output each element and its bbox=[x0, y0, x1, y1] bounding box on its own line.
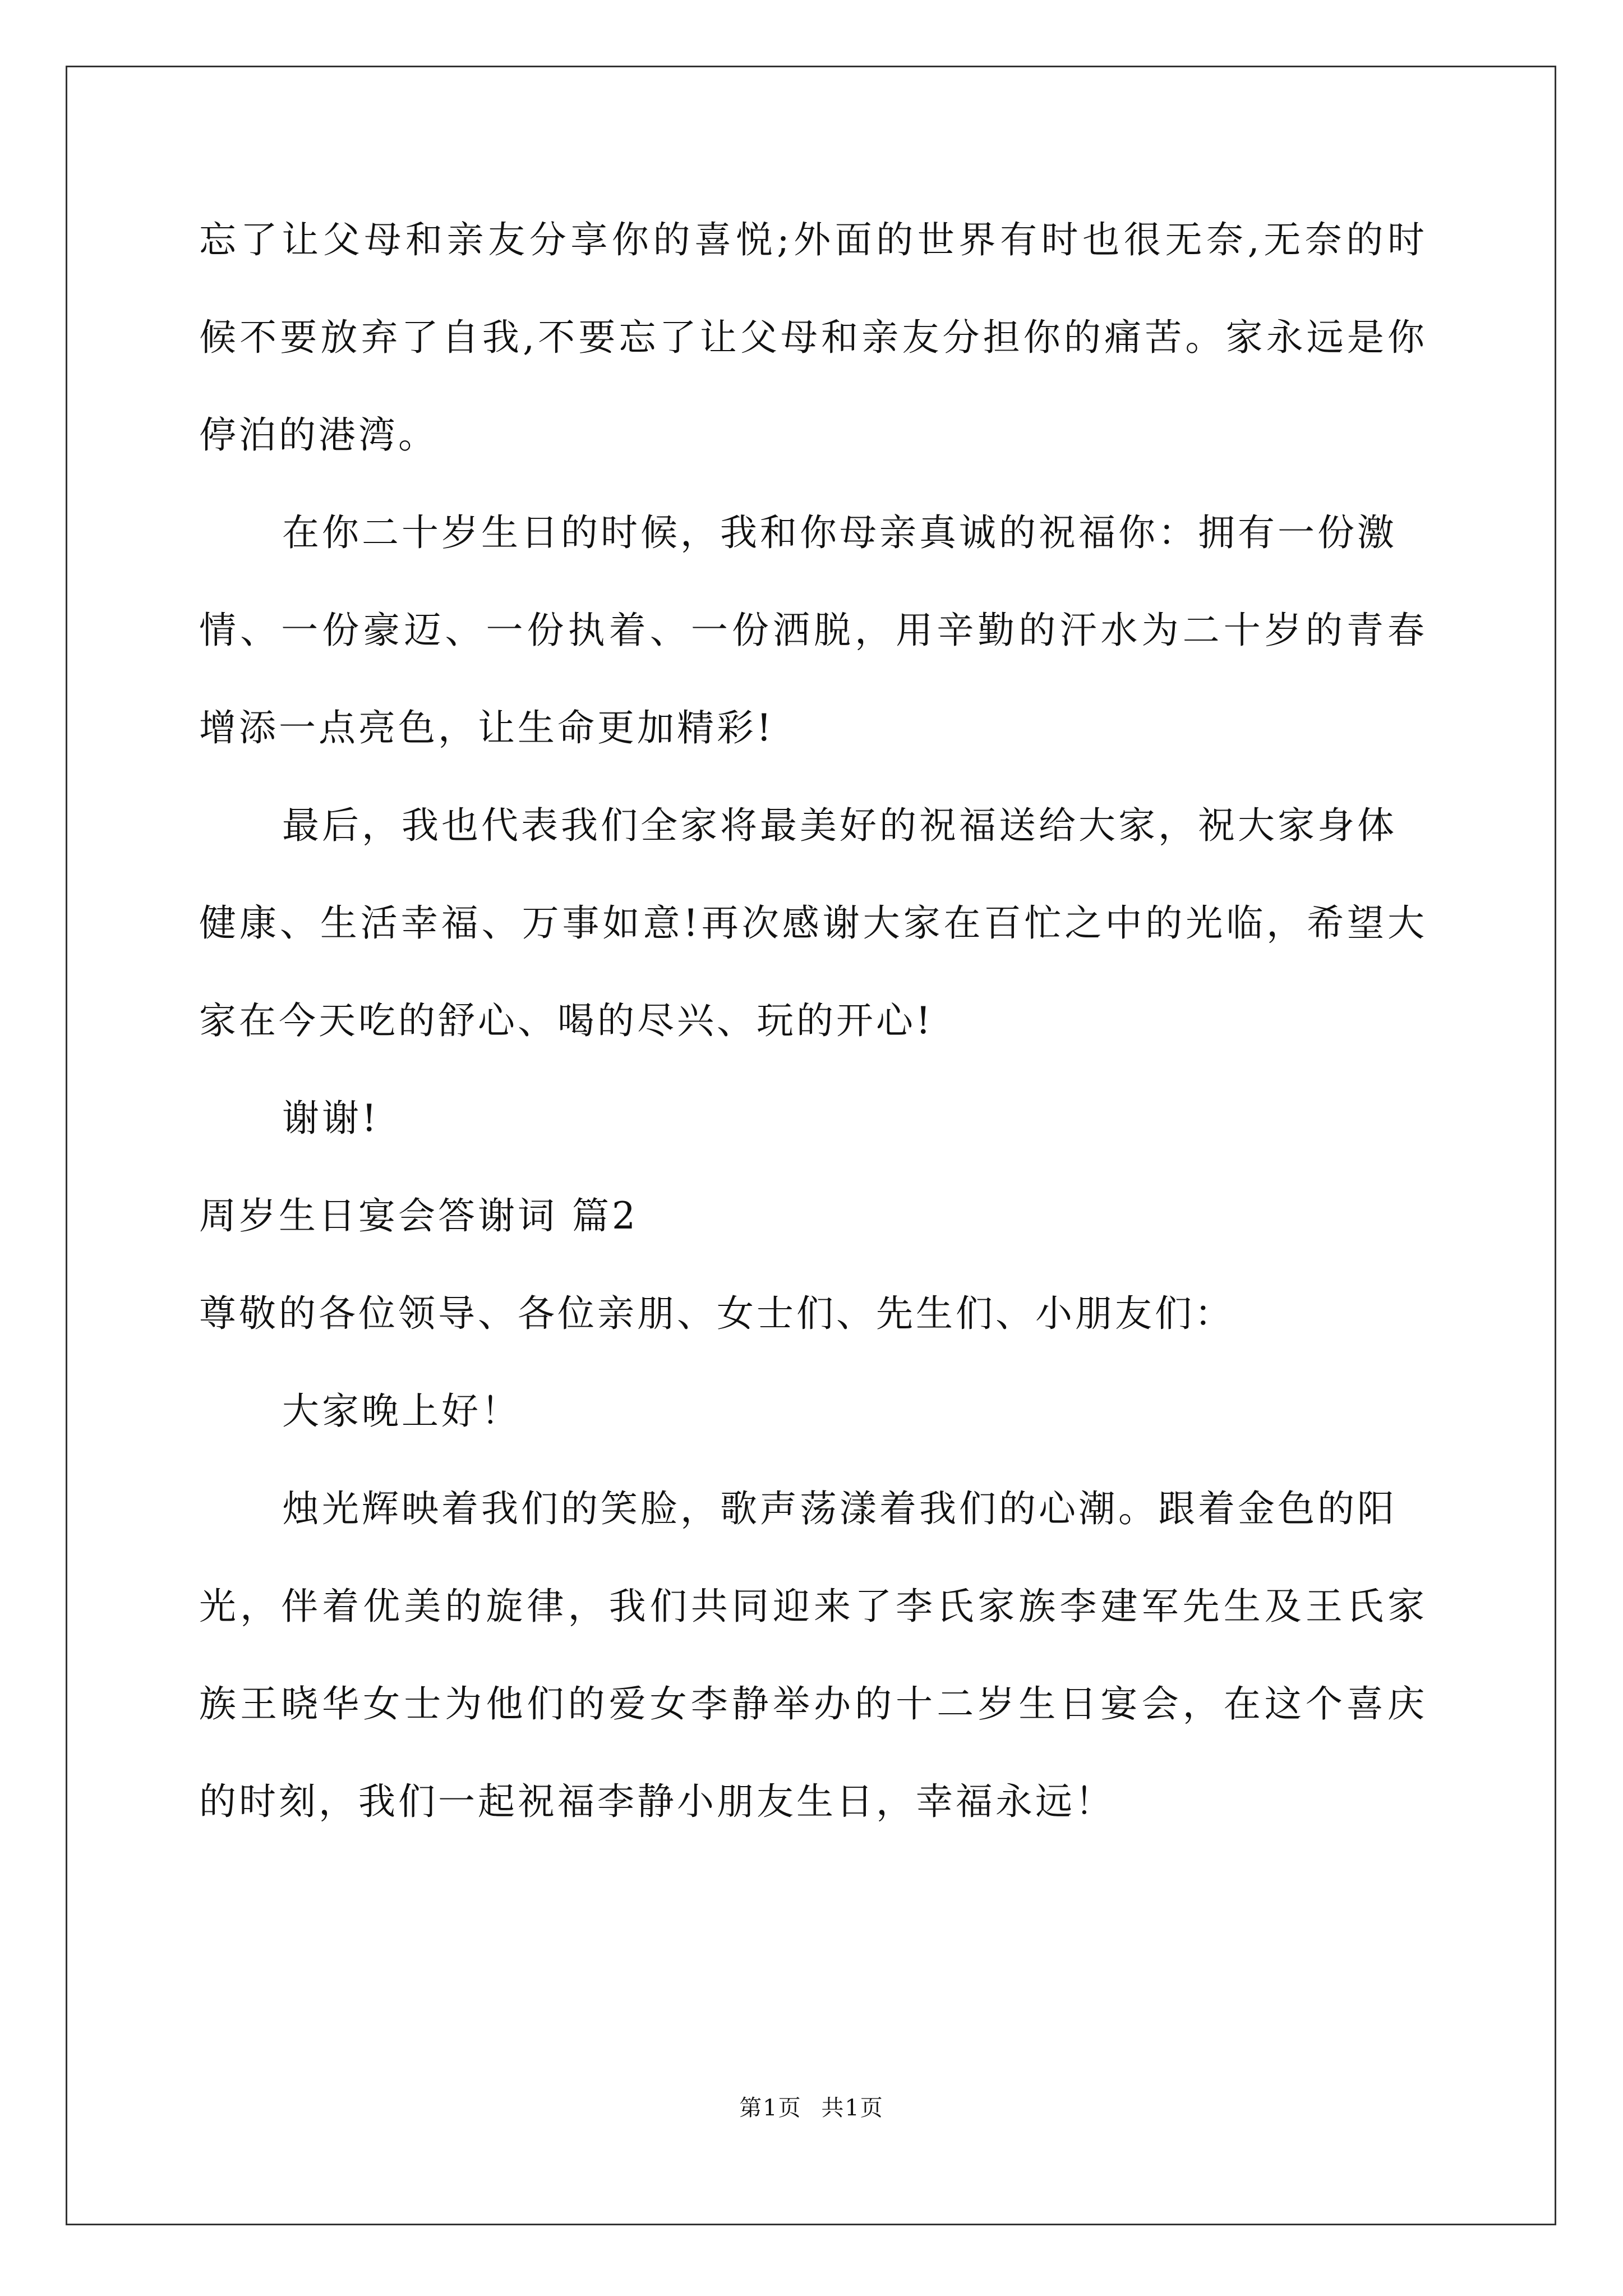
text-line: 家在今天吃的舒心、喝的尽兴、玩的开心! bbox=[199, 999, 934, 1042]
greeting: 大家晚上好！ bbox=[282, 1389, 521, 1433]
paragraph-2 bbox=[199, 511, 1433, 749]
paragraph-4 bbox=[199, 1487, 1433, 1823]
paragraph-3 bbox=[199, 804, 1433, 1042]
text-line: 的时刻，我们一起祝福李静小朋友生日，幸福永远！ bbox=[199, 1780, 1115, 1823]
text-line: 候不要放弃了自我,不要忘了让父母和亲友分担你的痛苦。家永远是你 bbox=[199, 316, 1424, 359]
text-line: 最后，我也代表我们全家将最美好的祝福送给大家，祝大家身体 bbox=[282, 804, 1397, 847]
text-line: 健康、生活幸福、万事如意!再次感谢大家在百忙之中的光临，希望大 bbox=[199, 901, 1424, 945]
page-total: 共1页 bbox=[821, 2095, 884, 2121]
thanks-line: 谢谢! bbox=[282, 1097, 380, 1140]
page-footer bbox=[0, 2097, 1623, 2119]
document-body bbox=[199, 218, 1433, 1823]
section-title: 周岁生日宴会答谢词 篇2 bbox=[199, 1194, 638, 1237]
text-line: 族王晓华女士为他们的爱女李静举办的十二岁生日宴会，在这个喜庆 bbox=[199, 1682, 1424, 1726]
page-number: 第1页 bbox=[739, 2095, 802, 2121]
text-line: 情、一份豪迈、一份执着、一份洒脱，用辛勤的汗水为二十岁的青春 bbox=[199, 609, 1424, 652]
text-line: 忘了让父母和亲友分享你的喜悦;外面的世界有时也很无奈,无奈的时 bbox=[199, 218, 1424, 261]
text-line: 增添一点亮色，让生命更加精彩! bbox=[199, 706, 774, 749]
text-line: 烛光辉映着我们的笑脸，歌声荡漾着我们的心潮。跟着金色的阳 bbox=[282, 1487, 1397, 1530]
text-line: 在你二十岁生日的时候，我和你母亲真诚的祝福你：拥有一份激 bbox=[282, 511, 1397, 554]
text-line: 停泊的港湾。 bbox=[199, 413, 438, 457]
text-line: 光，伴着优美的旋律，我们共同迎来了李氏家族李建军先生及王氏家 bbox=[199, 1585, 1424, 1628]
paragraph-1 bbox=[199, 218, 1433, 457]
salutation: 尊敬的各位领导、各位亲朋、女士们、先生们、小朋友们： bbox=[199, 1292, 1234, 1335]
